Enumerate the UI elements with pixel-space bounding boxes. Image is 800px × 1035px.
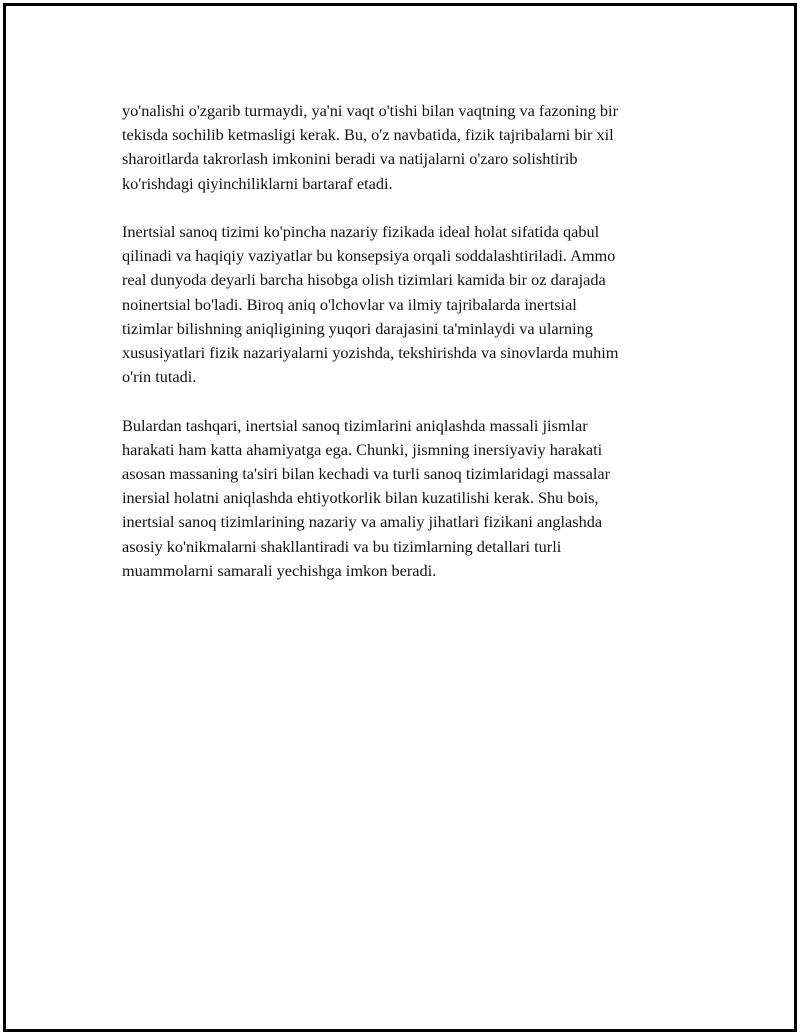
text-line: asosan massaning ta'siri bilan kechadi va turli sanoq tizimlaridagi massalar (122, 464, 611, 484)
paragraph-2 (122, 220, 712, 389)
text-line: real dunyoda deyarli barcha hisobga olish tizimlari kamida bir oz darajada (122, 270, 606, 290)
text-line: yo'nalishi o'zgarib turmaydi, ya'ni vaqt o'tishi bilan vaqtning va fazoning bir (122, 101, 618, 120)
document-body (122, 99, 712, 607)
text-line: ko'rishdagi qiyinchiliklarni bartaraf etadi. (122, 173, 393, 193)
text-line: harakati ham katta ahamiyatga ega. Chunki, jismning inersiyaviy harakati (122, 439, 603, 459)
text-line: inertsial sanoq tizimlarining nazariy va amaliy jihatlari fizikani anglashda (122, 512, 603, 532)
text-line: Inertsial sanoq tizimi ko'pincha nazariy fizikada ideal holat sifatida qabul (122, 222, 600, 241)
text-line: asosiy ko'nikmalarni shakllantiradi va bu tizimlarning detallari turli (122, 536, 562, 556)
text-line: noinertsial bo'ladi. Biroq aniq o'lchovlar va ilmiy tajribalarda inertsial (122, 294, 577, 314)
text-line: qilinadi va haqiqiy vaziyatlar bu konsepsiya orqali soddalashtiriladi. Ammo (122, 246, 616, 266)
text-line: tekisda sochilib ketmasligi kerak. Bu, o'z navbatida, fizik tajribalarni bir xil (122, 125, 614, 145)
paragraph-3 (122, 414, 712, 583)
text-line: xususiyatlari fizik nazariyalarni yozishda, tekshirishda va sinovlarda muhim (122, 343, 619, 363)
paragraph-1 (122, 99, 712, 196)
text-line: inersial holatni aniqlashda ehtiyotkorlik bilan kuzatilishi kerak. Shu bois, (122, 488, 599, 508)
text-line: Bulardan tashqari, inertsial sanoq tizimlarini aniqlashda massali jismlar (122, 415, 588, 435)
text-line: o'rin tutadi. (122, 367, 197, 387)
text-line: sharoitlarda takrorlash imkonini beradi va natijalarni o'zaro solishtirib (122, 149, 578, 169)
page-frame (3, 3, 797, 1032)
text-line: muammolarni samarali yechishga imkon beradi. (122, 560, 437, 580)
text-line: tizimlar bilishning aniqligining yuqori darajasini ta'minlaydi va ularning (122, 318, 593, 338)
